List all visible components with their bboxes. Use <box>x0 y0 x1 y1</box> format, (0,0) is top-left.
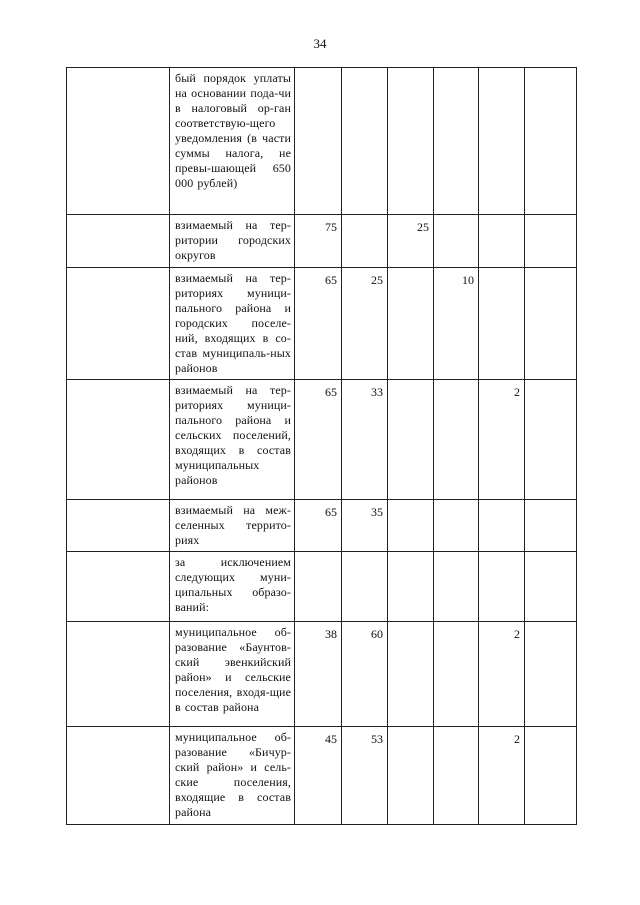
percent-cell <box>434 68 479 215</box>
percent-cell: 75 <box>295 215 342 268</box>
percent-cell: 33 <box>342 380 388 500</box>
percent-cell <box>479 500 525 552</box>
code-cell <box>67 268 170 380</box>
percent-cell <box>479 215 525 268</box>
percent-cell <box>525 727 577 825</box>
percent-cell <box>525 68 577 215</box>
percent-cell <box>479 268 525 380</box>
percent-cell <box>479 68 525 215</box>
revenue-name-cell: взимаемый на тер-риториях муници-пального района и городских поселе-ний, входящих в со-став муниципаль-ных районов <box>170 268 295 380</box>
percent-cell <box>525 552 577 622</box>
percent-cell <box>388 380 434 500</box>
code-cell <box>67 552 170 622</box>
percent-cell: 2 <box>479 380 525 500</box>
percent-cell: 60 <box>342 622 388 727</box>
revenue-name-cell: бый порядок уплаты на основании пода-чи в налоговый ор-ган соответствую-щего уведомления (в части суммы налога, не превы-шающей 650 000 рублей) <box>170 68 295 215</box>
percent-cell <box>342 215 388 268</box>
percent-cell <box>525 380 577 500</box>
revenue-name-cell: взимаемый на меж-селенных террито-риях <box>170 500 295 552</box>
percent-cell <box>434 380 479 500</box>
table-row <box>67 380 577 500</box>
percent-cell <box>295 552 342 622</box>
percent-cell <box>295 68 342 215</box>
percent-cell: 2 <box>479 727 525 825</box>
revenue-name-cell: муниципальное об-разование «Бичур-ский район» и сель-ские поселения, входящие в состав района <box>170 727 295 825</box>
percent-cell: 53 <box>342 727 388 825</box>
table-row <box>67 68 577 215</box>
percent-cell <box>388 268 434 380</box>
percent-cell <box>434 215 479 268</box>
table-row <box>67 500 577 552</box>
percent-cell <box>388 552 434 622</box>
percent-cell: 45 <box>295 727 342 825</box>
percent-cell <box>342 552 388 622</box>
percent-cell: 65 <box>295 500 342 552</box>
revenue-name-cell: за исключением следующих муни-ципальных образо-ваний: <box>170 552 295 622</box>
revenue-name-cell: взимаемый на тер-ритории городских округов <box>170 215 295 268</box>
table-row <box>67 552 577 622</box>
percent-cell <box>342 68 388 215</box>
percent-cell <box>434 727 479 825</box>
percent-cell: 38 <box>295 622 342 727</box>
code-cell <box>67 68 170 215</box>
page-number: 34 <box>313 36 327 51</box>
code-cell <box>67 500 170 552</box>
percent-cell: 65 <box>295 268 342 380</box>
table-row <box>67 622 577 727</box>
budget-distribution-table <box>66 67 577 825</box>
code-cell <box>67 215 170 268</box>
code-cell <box>67 727 170 825</box>
percent-cell <box>388 622 434 727</box>
percent-cell: 35 <box>342 500 388 552</box>
percent-cell <box>434 500 479 552</box>
percent-cell <box>525 268 577 380</box>
revenue-name-cell: муниципальное об-разование «Баунтов-ский эвенкийский район» и сельские поселения, входя-щие в состав района <box>170 622 295 727</box>
percent-cell: 10 <box>434 268 479 380</box>
percent-cell: 2 <box>479 622 525 727</box>
percent-cell: 25 <box>342 268 388 380</box>
table-row <box>67 727 577 825</box>
percent-cell <box>388 727 434 825</box>
code-cell <box>67 380 170 500</box>
percent-cell <box>434 622 479 727</box>
table-row <box>67 268 577 380</box>
percent-cell <box>525 622 577 727</box>
code-cell <box>67 622 170 727</box>
table-row <box>67 215 577 268</box>
percent-cell: 25 <box>388 215 434 268</box>
percent-cell <box>525 215 577 268</box>
percent-cell <box>388 68 434 215</box>
percent-cell <box>479 552 525 622</box>
percent-cell <box>525 500 577 552</box>
percent-cell <box>388 500 434 552</box>
revenue-name-cell: взимаемый на тер-риториях муници-пального района и сельских поселений, входящих в состав муниципальных районов <box>170 380 295 500</box>
percent-cell: 65 <box>295 380 342 500</box>
percent-cell <box>434 552 479 622</box>
